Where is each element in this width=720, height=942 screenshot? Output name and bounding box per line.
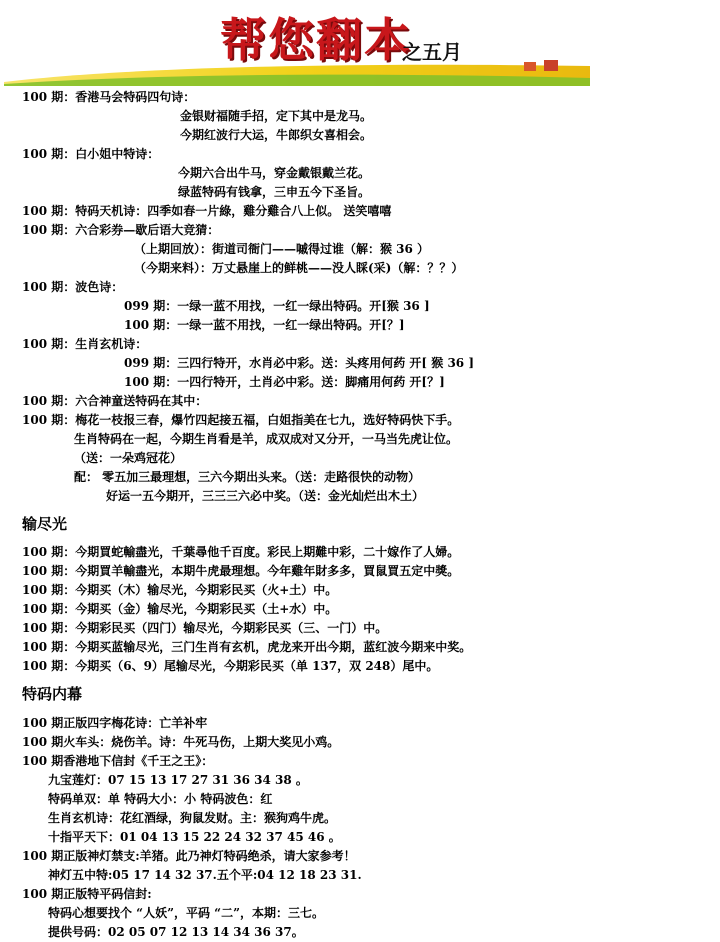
title-sub: 之五月 [402,40,462,64]
text-line: 九宝莲灯：07 15 13 17 27 31 36 34 38 。 [48,773,308,787]
header-banner [0,0,720,88]
text-line: （上期回放）：街道司衙门——嘁得过谁（解：猴 36 ） [134,242,430,256]
text-line: 100 期：六合彩券—歇后语大竞猜： [22,223,220,237]
text-line: 金银财福随手招，定下其中是龙马。 [180,109,373,123]
text-line: 100 期：今期買羊輸盡光，本期牛虎最理想。今年雞年財多多，買鼠買五定中獎。 [22,564,460,578]
text-line: 特码心想要找个 “人妖”，平码 “二”，本期：三七。 [48,906,324,920]
text-line: （送：一朵鸡冠花） [74,451,183,465]
text-line: 099 期：一绿一蓝不用找，一红一绿出特码。开[猴 36 ] [124,299,430,313]
text-line: 特码单双：单 特码大小：小 特码波色：红 [48,792,273,806]
text-line: 100 期：一绿一蓝不用找，一红一绿出特码。开[？] [124,318,405,332]
text-line: 今期红波行大运，牛郎织女喜相会。 [180,128,373,142]
text-line: 今期六合出牛马，穿金戴银戴兰花。 [178,166,371,180]
text-line: 100 期：今期買蛇輸盡光，千葉尋他千百度。彩民上期難中彩，二十嫁作了人婦。 [22,545,460,559]
text-line: 100 期：今期买蓝输尽光，三门生肖有玄机，虎龙来开出今期，蓝红波今期来中奖。 [22,640,472,654]
text-line: 100 期正版四字梅花诗：亡羊补牢 [22,716,208,730]
section-title-special: 特码内幕 [22,685,83,703]
text-line: 提供号码：02 05 07 12 13 14 34 36 37。 [48,925,304,939]
text-line: 生肖玄机诗：花红酒绿，狗鼠发财。主：猴狗鸡牛虎。 [48,811,337,825]
text-line: 099 期：三四行特开，水肖必中彩。送：头疼用何药 开[ 猴 36 ] [124,356,474,370]
text-line: 100 期：特码天机诗：四季如春一片綠，雞分雞合八上似。 送笑嘻嘻 [22,204,392,218]
text-line: 100 期火车头：烧伤羊。诗：牛死马伤，上期大奖见小鸡。 [22,735,340,749]
text-line: 100 期：今期买（6、9）尾输尽光，今期彩民买（单 137，双 248）尾中。 [22,659,439,673]
title-main: 帮您翻本 [220,13,412,67]
text-line: 100 期：生肖玄机诗： [22,337,148,351]
text-line: 100 期：六合神童送特码在其中： [22,394,208,408]
text-line: 100 期：一四行特开，土肖必中彩。送：脚痛用何药 开[？] [124,375,445,389]
text-line: 十指平天下：01 04 13 15 22 24 32 37 45 46 。 [48,830,341,844]
text-line: 100 期：香港马会特码四句诗： [22,90,196,104]
text-line: 100 期：今期彩民买（四门）输尽光，今期彩民买（三、一门）中。 [22,621,388,635]
text-line: 100 期：梅花一枝报三春，爆竹四起接五福，白姐指美在七九，选好特码快下手。 [22,413,460,427]
text-line: 100 期正版神灯禁支:羊猪。此乃神灯特码绝杀，请大家参考！ [22,849,356,863]
text-line: 100 期：今期买（金）输尽光，今期彩民买（土+水）中。 [22,602,338,616]
text-line: 好运一五今期开，三三三六必中奖。（送：金光灿烂出木土） [106,489,425,503]
text-line: （今期来料）：万丈悬崖上的鲜桃——没人睬(采)（解：？？） [134,261,464,275]
text-line: 100 期：今期买（木）输尽光，今期彩民买（火+土）中。 [22,583,338,597]
text-line: 配： 零五加三最理想，三六今期出头来。（送：走路很快的动物） [74,470,421,484]
text-line: 生肖特码在一起，今期生肖看是羊，成双成对又分开，一马当先虎让位。 [74,432,459,446]
text-line: 100 期香港地下信封《千王之王》： [22,754,214,768]
text-line: 神灯五中特:05 17 14 32 37.五个平:04 12 18 23 31. [48,868,362,882]
text-line: 100 期：白小姐中特诗： [22,147,160,161]
section-title-lose: 输尽光 [22,515,68,533]
text-line: 100 期：波色诗： [22,280,124,294]
text-line: 100 期正版特平码信封: [22,887,152,901]
text-line: 绿蓝特码有钱拿，三申五今下圣旨。 [178,185,371,199]
